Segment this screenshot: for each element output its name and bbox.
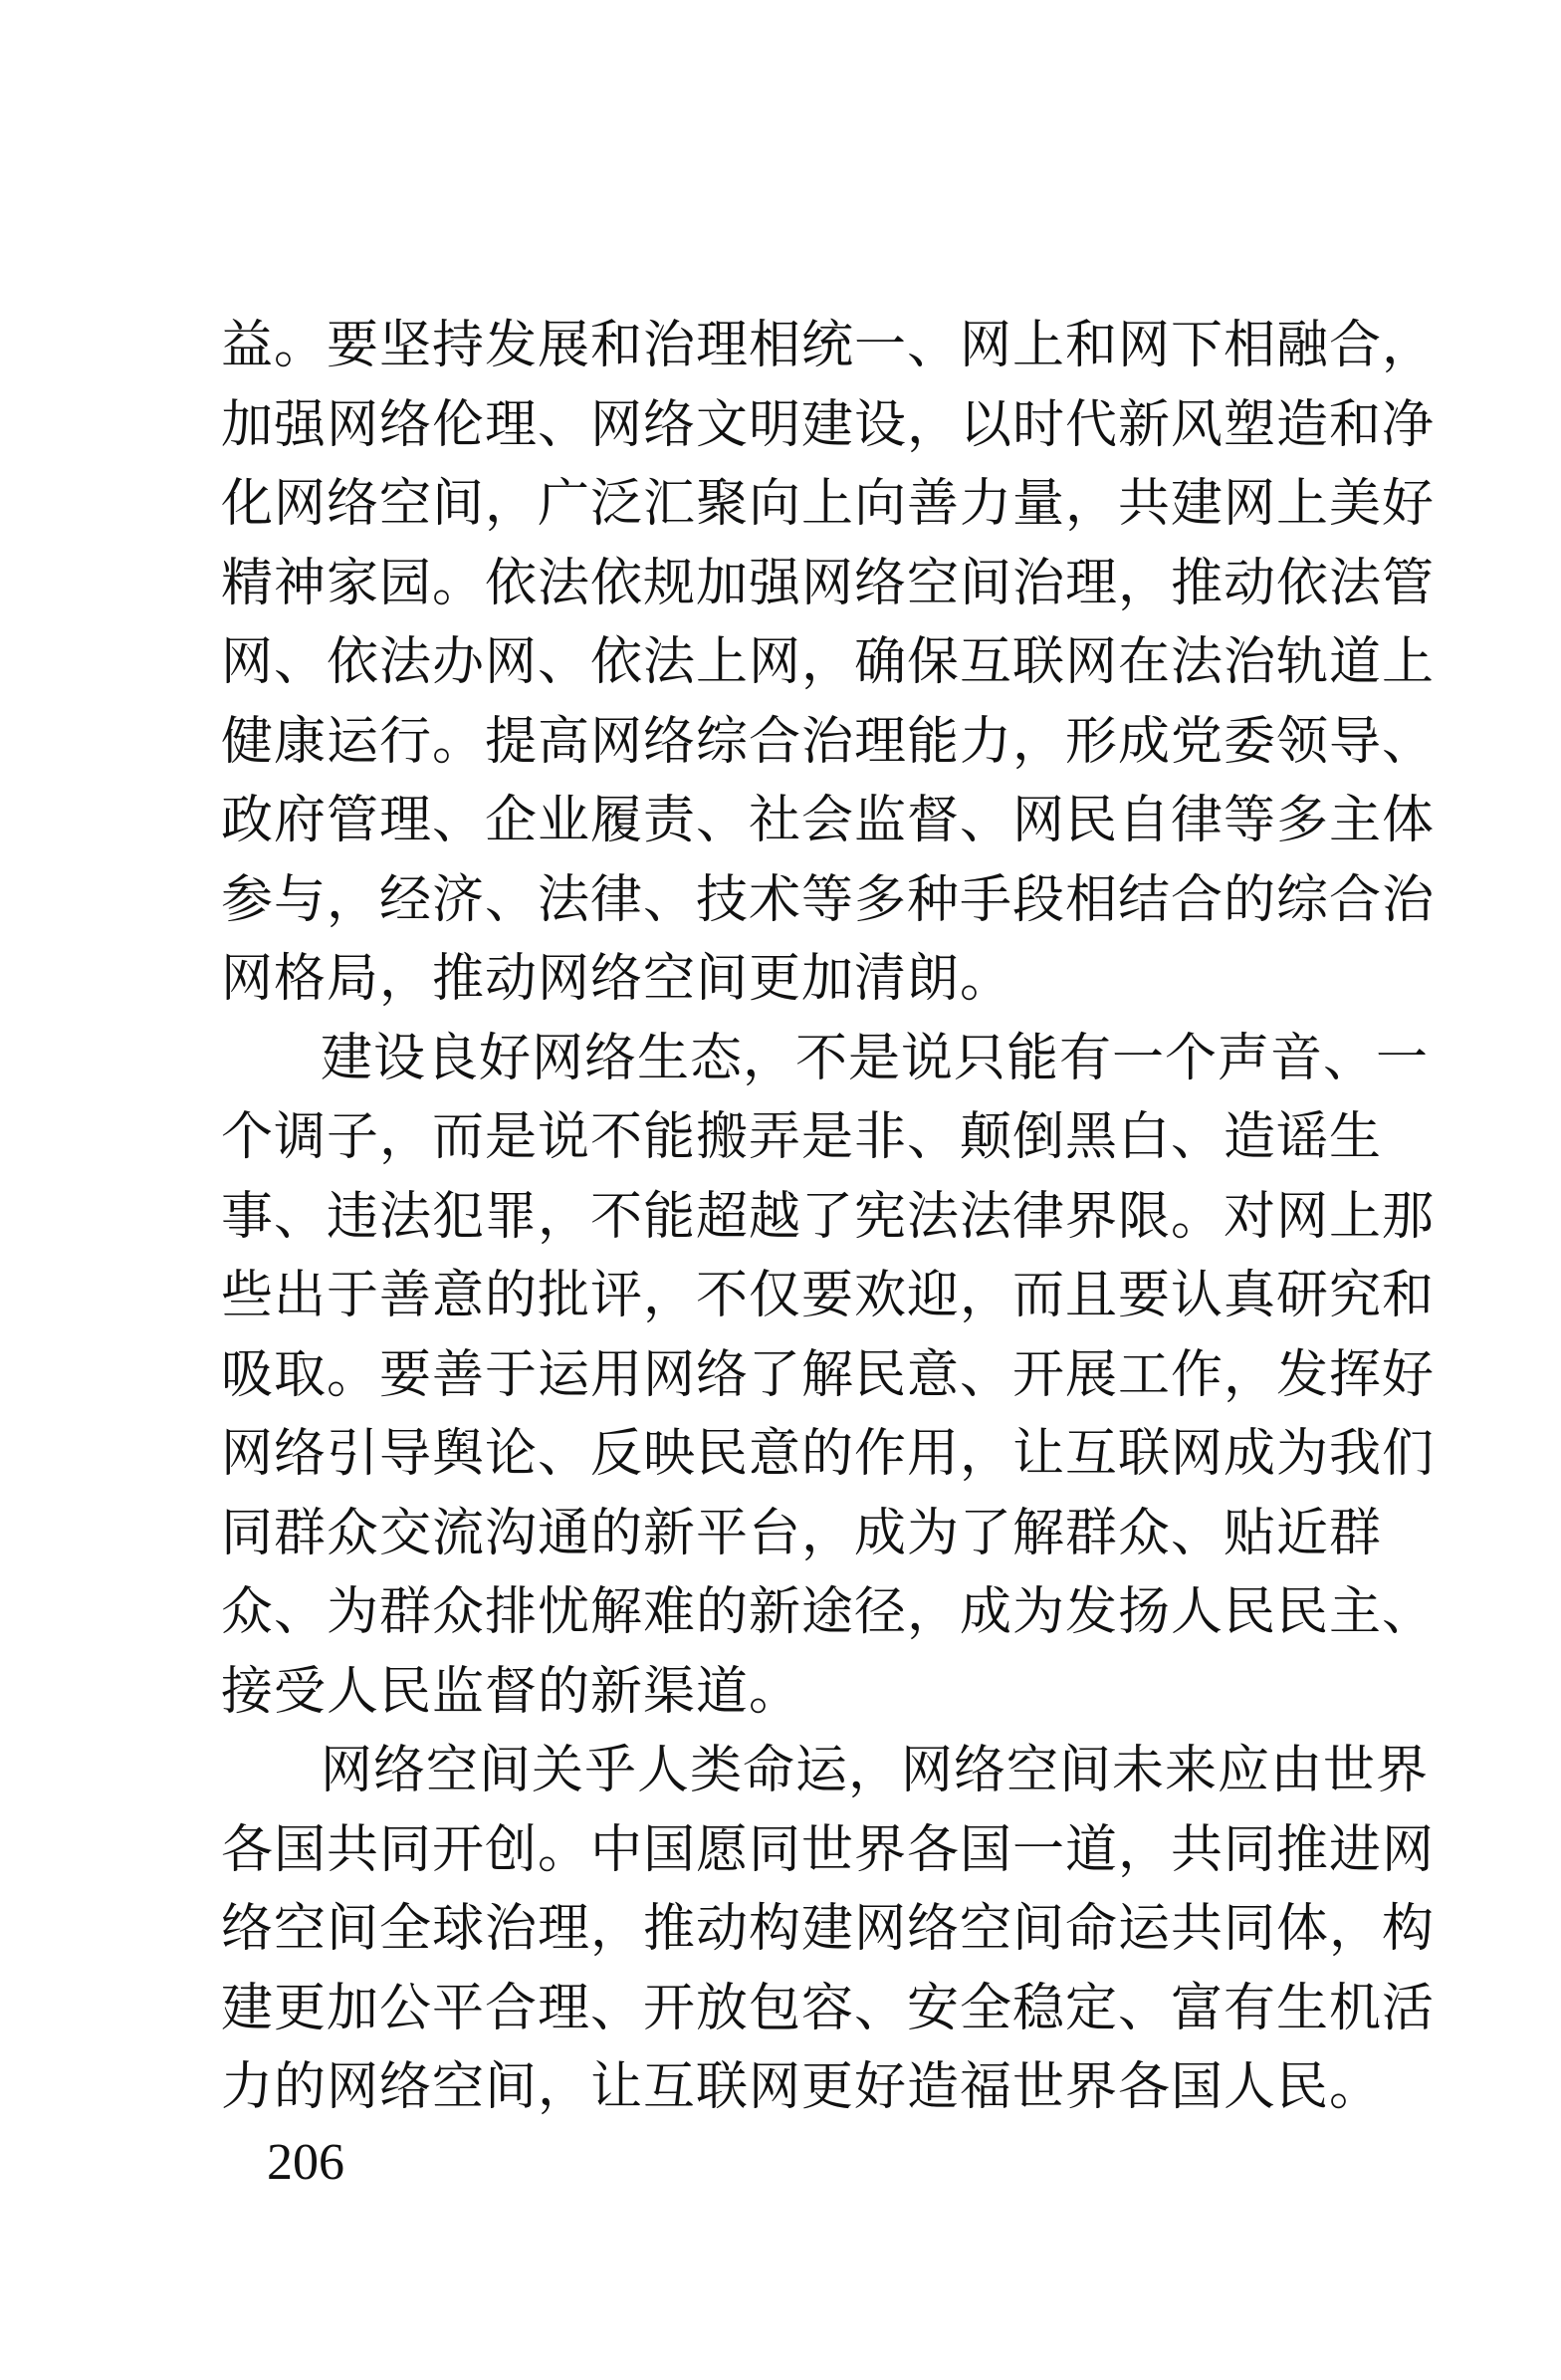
body-text	[221, 307, 1436, 2128]
text-line: 个调子，而是说不能搬弄是非、颠倒黑白、造谣生	[221, 1107, 1383, 1167]
text-line: 些出于善意的批评，不仅要欢迎，而且要认真研究和	[221, 1266, 1436, 1325]
page-number: 206	[267, 2134, 344, 2191]
text-line: 网、依法办网、依法上网，确保互联网在法治轨道上	[221, 632, 1436, 692]
text-line: 网格局，推动网络空间更加清朗。	[221, 949, 1013, 1009]
text-line: 建更加公平合理、开放包容、安全稳定、富有生机活	[221, 1978, 1436, 2038]
text-line: 接受人民监督的新渠道。	[221, 1661, 802, 1722]
text-line: 络空间全球治理，推动构建网络空间命运共同体，构	[221, 1899, 1436, 1959]
text-line: 吸取。要善于运用网络了解民意、开展工作，发挥好	[221, 1344, 1436, 1405]
text-line: 网络引导舆论、反映民意的作用，让互联网成为我们	[221, 1424, 1436, 1484]
text-line: 同群众交流沟通的新平台，成为了解群众、贴近群	[221, 1503, 1383, 1563]
text-line: 政府管理、企业履责、社会监督、网民自律等多主体	[221, 791, 1436, 850]
text-line: 各国共同开创。中国愿同世界各国一道，共同推进网	[221, 1819, 1436, 1880]
paragraph-start-line: 建设良好网络生态，不是说只能有一个声音、一	[321, 1028, 1430, 1088]
text-line: 健康运行。提高网络综合治理能力，形成党委领导、	[221, 711, 1436, 772]
text-line: 力的网络空间，让互联网更好造福世界各国人民。	[221, 2057, 1383, 2117]
text-line: 化网络空间，广泛汇聚向上向善力量，共建网上美好	[221, 474, 1436, 534]
text-line: 益。要坚持发展和治理相统一、网上和网下相融合，	[221, 316, 1436, 375]
text-line: 众、为群众排忧解难的新途径，成为发扬人民民主、	[221, 1582, 1436, 1642]
text-line: 事、违法犯罪，不能超越了宪法法律界限。对网上那	[221, 1186, 1436, 1247]
text-line: 加强网络伦理、网络文明建设，以时代新风塑造和净	[221, 394, 1436, 455]
text-line: 参与，经济、法律、技术等多种手段相结合的综合治	[221, 869, 1436, 930]
text-line: 精神家园。依法依规加强网络空间治理，推动依法管	[221, 553, 1436, 613]
paragraph-start-line: 网络空间关乎人类命运，网络空间未来应由世界	[321, 1741, 1430, 1800]
